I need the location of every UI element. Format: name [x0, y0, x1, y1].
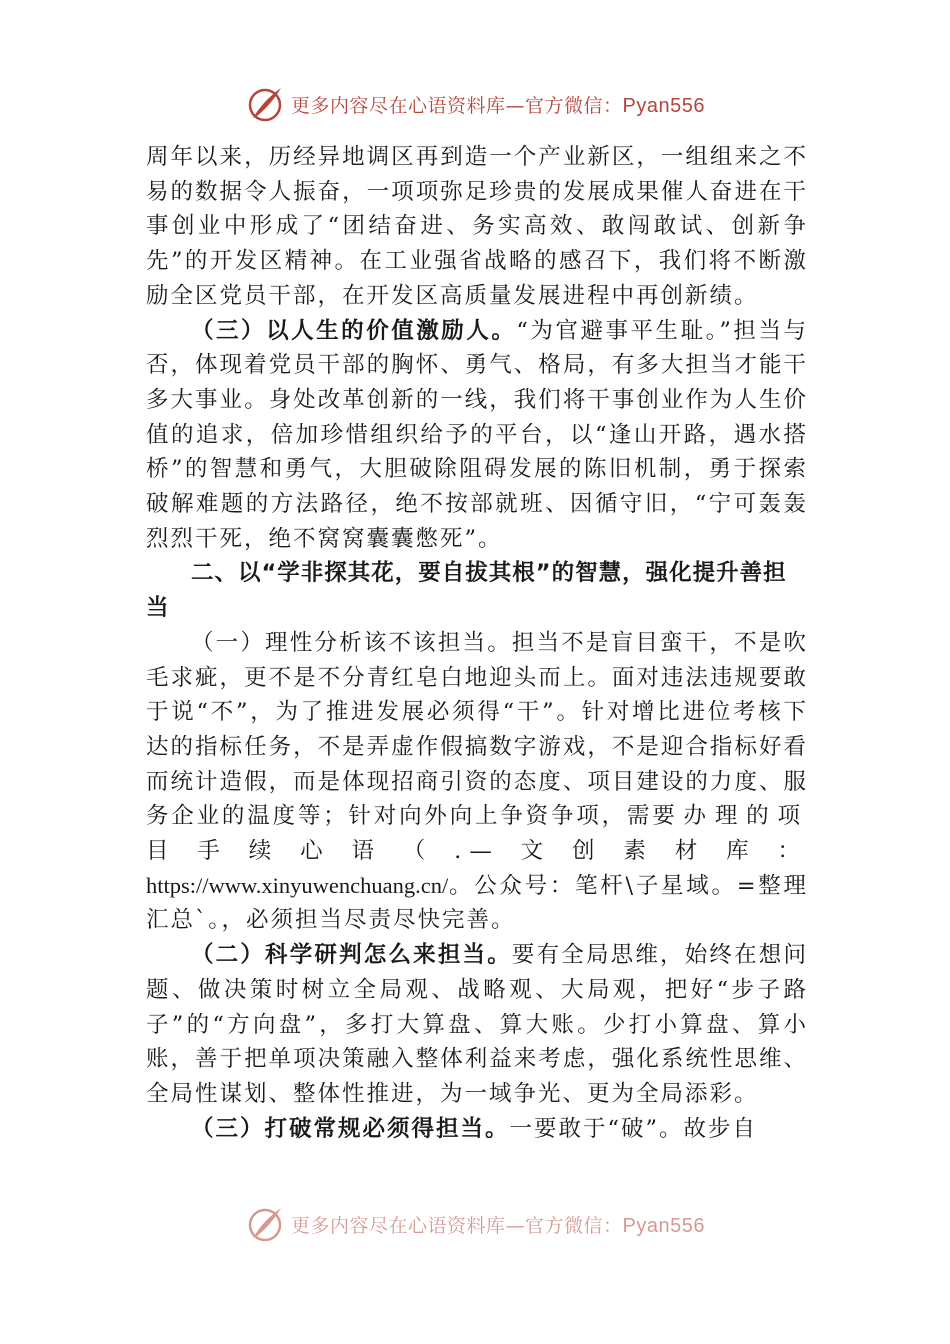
paragraph-3-tail: 。公众号：笔杆\子星域。=整理汇总`。，必须担当尽责尽快完善。: [146, 872, 808, 934]
paragraph-4: [146, 938, 808, 1112]
paragraph-2-lead: （三）以人生的价值激励人。: [191, 317, 517, 344]
paragraph-4-body: 要有全局思维，始终在想问题、做决策时树立全局观、战略观、大局观，把好“步子路子”的“方向盘”，多打大算盘、算大账。少打小算盘、算小账，善于把单项决策融入整体利益来考虑，强化系统性思维、全局性谋划、整体性推进，为一域争光、更为全局添彩。: [146, 942, 808, 1107]
watermark-text: 更多内容尽在心语资料库—官方微信：Pyan556: [291, 94, 705, 117]
paragraph-3-spread: 要办理的项目手续心语（.—文创素材库：: [146, 803, 808, 865]
paragraph-3-body: （一）理性分析该不该担当。担当不是盲目蛮干，不是吹毛求疵，更不是不分青红皂白地迎头而上。面对违法违规要敢于说“不”，为了推进发展必须得“干”。针对增比进位考核下达的指标任务，不是弄虚作假搞数字游戏，不是迎合指标好看而统计造假，而是体现招商引资的态度、项目建设的力度、服务企业的温度等；针对向外向上争资争项，需: [146, 629, 808, 830]
document-body: [146, 140, 808, 1146]
paragraph-5-body: 一要敢于“破”。故步自: [509, 1115, 758, 1142]
watermark-footer: [0, 1202, 950, 1246]
paragraph-5: [146, 1112, 808, 1147]
paragraph-3-url-1: https://: [146, 872, 209, 898]
paragraph-4-lead: （二）科学研判怎么来担当。: [191, 942, 512, 969]
paragraph-1: 周年以来，历经异地调区再到造一个产业新区，一组组来之不易的数据令人振奋，一项项弥足珍贵的发展成果催人奋进在干事创业中形成了“团结奋进、务实高效、敢闯敢试、创新争先”的开发区精神。在工业强省战略的感召下，我们将不断激励全区党员干部，在开发区高质量发展进程中再创新绩。: [146, 144, 808, 309]
paragraph-3-url-2: www.xinyuwenchuang.cn/: [208, 872, 449, 898]
watermark-text: 更多内容尽在心语资料库—官方微信：Pyan556: [291, 1214, 705, 1237]
paragraph-2: [146, 314, 808, 557]
section-heading-2: 二、以“学非探其花，要自拔其根”的智慧，强化提升善担当: [146, 560, 787, 622]
paragraph-3: [146, 626, 808, 938]
watermark-header: [0, 82, 950, 126]
paragraph-2-body: “为官避事平生耻。”担当与否，体现着党员干部的胸怀、勇气、格局，有多大担当才能干多大事业。身处改革创新的一线，我们将干事创业作为人生价值的追求，倍加珍惜组织给予的平台，以“逢山开路，遇水搭桥”的智慧和勇气，大胆破除阻碍发展的陈旧机制，勇于探索破解难题的方法路径，绝不按部就班、因循守旧，“宁可轰轰烈烈干死，绝不窝窝囊囊憋死”。: [146, 317, 808, 552]
quill-pen-icon: [245, 84, 285, 124]
paragraph-5-lead: （三）打破常规必须得担当。: [191, 1115, 510, 1142]
quill-pen-icon: [245, 1204, 285, 1244]
